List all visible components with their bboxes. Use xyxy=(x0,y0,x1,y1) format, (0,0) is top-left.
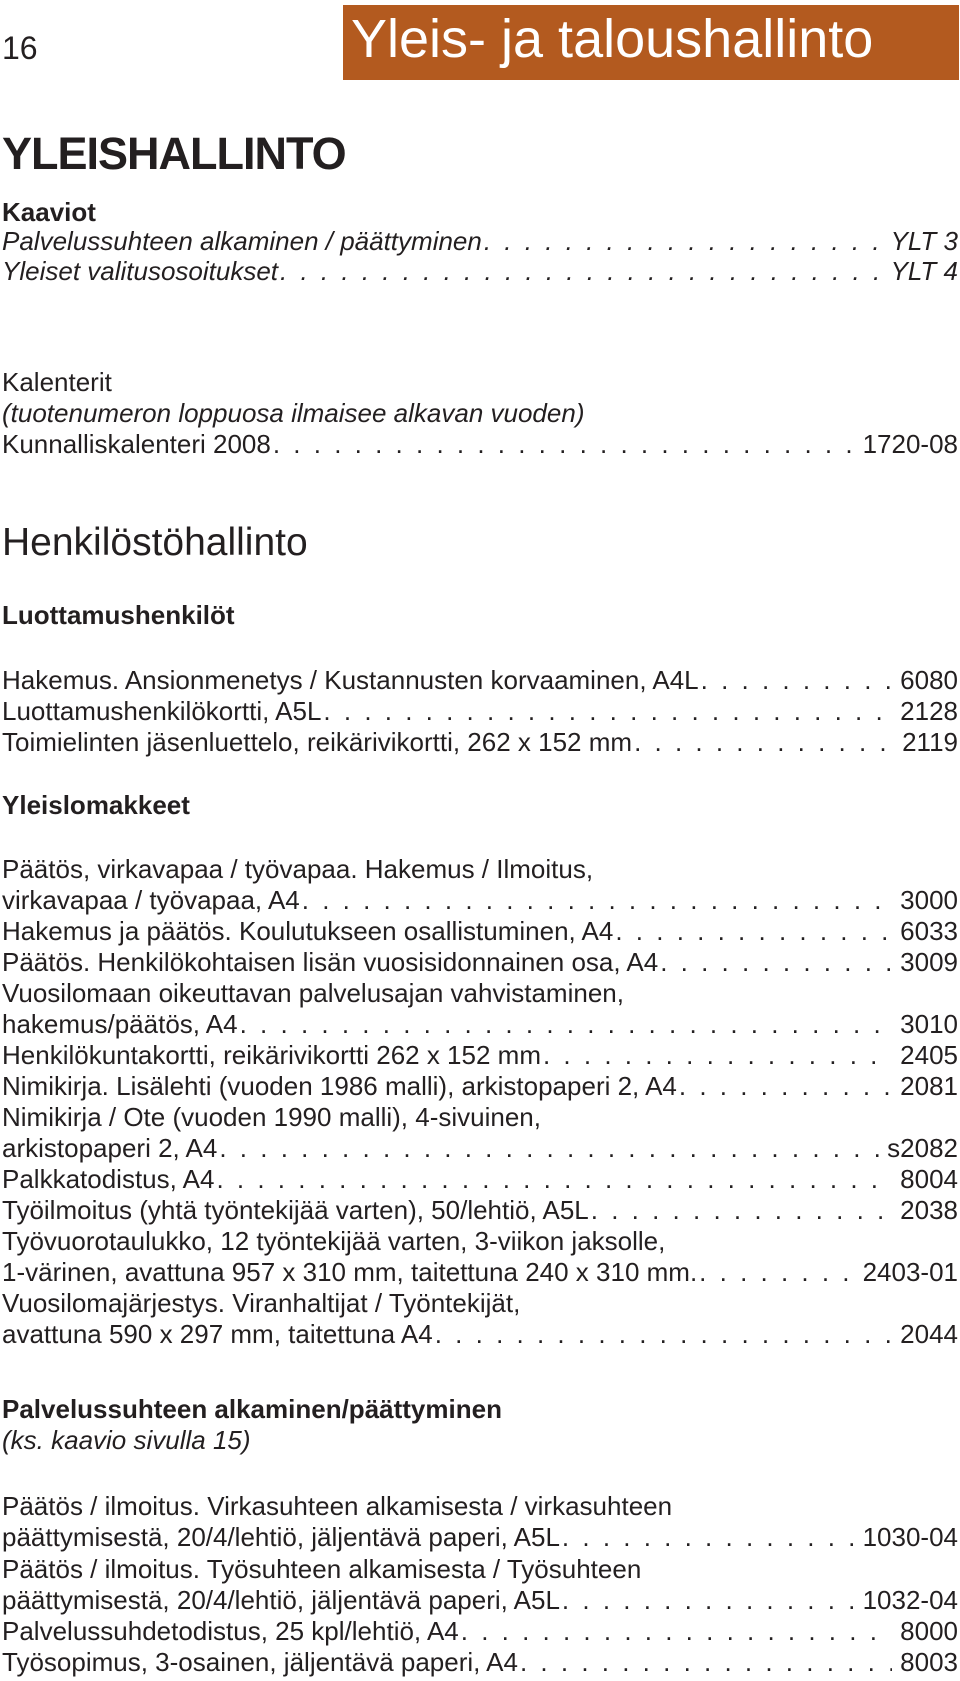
item-code: 8000 xyxy=(900,1616,958,1646)
chapter-banner xyxy=(343,5,959,80)
item-title: Hakemus. Ansionmenetys / Kustannusten korvaaminen, A4L xyxy=(2,665,699,695)
item-lead: Vuosilomajärjestys. Viranhaltijat / Työntekijät, xyxy=(2,1288,521,1318)
list-item xyxy=(2,884,958,916)
palvelussuhde-note: (ks. kaavio sivulla 15) xyxy=(2,1425,251,1455)
section-title-henkilosto: Henkilöstöhallinto xyxy=(2,521,308,564)
item-lead: Päätös / ilmoitus. Virkasuhteen alkamisesta / virkasuhteen xyxy=(2,1491,673,1521)
list-item xyxy=(2,1194,958,1226)
item-lead: Vuosilomaan oikeuttavan palvelusajan vahvistaminen, xyxy=(2,978,624,1008)
kalenterit-heading: Kalenterit xyxy=(2,367,112,397)
list-item xyxy=(2,915,958,947)
item-code: 3000 xyxy=(900,885,958,915)
list-item xyxy=(2,1070,958,1102)
item-code: 6080 xyxy=(900,665,958,695)
item-title: Toimielinten jäsenluettelo, reikärivikortti, 262 x 152 mm xyxy=(2,727,633,757)
item-code: 3010 xyxy=(900,1009,958,1039)
palvelussuhde-heading: Palvelussuhteen alkaminen/päättyminen xyxy=(2,1394,502,1424)
item-code: s2082 xyxy=(887,1133,958,1163)
item-title: Yleiset valitusosoitukset xyxy=(2,256,279,286)
kalenterit-note: (tuotenumeron loppuosa ilmaisee alkavan vuoden) xyxy=(2,398,585,428)
item-code: 8003 xyxy=(900,1647,958,1677)
item-code: 2038 xyxy=(900,1195,958,1225)
item-code: 2403-01 xyxy=(862,1257,958,1287)
item-title: Palvelussuhdetodistus, 25 kpl/lehtiö, A4 xyxy=(2,1616,459,1646)
list-item xyxy=(2,1584,958,1616)
item-code: YLT 4 xyxy=(890,256,958,286)
item-title: Palkkatodistus, A4 xyxy=(2,1164,215,1194)
item-title: Luottamushenkilökortti, A5L xyxy=(2,696,322,726)
page-number: 16 xyxy=(2,30,38,66)
item-title: 1-värinen, avattuna 957 x 310 mm, taitettuna 240 x 310 mm. xyxy=(2,1257,698,1287)
yleislomakkeet-heading: Yleislomakkeet xyxy=(2,790,190,820)
list-item xyxy=(2,695,958,727)
item-lead: Päätös, virkavapaa / työvapaa. Hakemus / Ilmoitus, xyxy=(2,854,594,884)
item-code: 1720-08 xyxy=(862,429,958,459)
item-title: hakemus/päätös, A4 xyxy=(2,1009,238,1039)
item-title: Hakemus ja päätös. Koulutukseen osallistuminen, A4 xyxy=(2,916,614,946)
item-title: arkistopaperi 2, A4 xyxy=(2,1133,218,1163)
kaaviot-heading: Kaaviot xyxy=(2,197,96,227)
item-title: Työilmoitus (yhtä työntekijää varten), 50/lehtiö, A5L xyxy=(2,1195,589,1225)
item-title: päättymisestä, 20/4/lehtiö, jäljentävä paperi, A5L xyxy=(2,1522,560,1552)
list-item xyxy=(2,1008,958,1040)
list-item xyxy=(2,1132,958,1164)
list-item xyxy=(2,1318,958,1350)
item-lead: Työvuorotaulukko, 12 työntekijää varten, 3-viikon jaksolle, xyxy=(2,1226,666,1256)
item-lead: Päätös / ilmoitus. Työsuhteen alkamisesta / Työsuhteen xyxy=(2,1554,642,1584)
list-item xyxy=(2,428,958,460)
section-title-yleishallinto: YLEISHALLINTO xyxy=(2,128,346,179)
list-item xyxy=(2,1163,958,1195)
item-title: avattuna 590 x 297 mm, taitettuna A4 xyxy=(2,1319,433,1349)
list-item xyxy=(2,1521,958,1553)
item-title: Palvelussuhteen alkaminen / päättyminen xyxy=(2,226,482,256)
item-title: Työsopimus, 3-osainen, jäljentävä paperi, A4 xyxy=(2,1647,518,1677)
item-code: 8004 xyxy=(900,1164,958,1194)
list-item xyxy=(2,1039,958,1071)
list-item xyxy=(2,1256,958,1288)
list-item xyxy=(2,664,958,696)
item-code: 1030-04 xyxy=(862,1522,958,1552)
item-code: 2081 xyxy=(900,1071,958,1101)
list-item xyxy=(2,1646,958,1678)
item-code: 6033 xyxy=(900,916,958,946)
item-code: YLT 3 xyxy=(890,226,958,256)
item-title: päättymisestä, 20/4/lehtiö, jäljentävä paperi, A5L xyxy=(2,1585,560,1615)
item-title: Päätös. Henkilökohtaisen lisän vuosisidonnainen osa, A4 xyxy=(2,947,659,977)
item-title: virkavapaa / työvapaa, A4 xyxy=(2,885,300,915)
list-item xyxy=(2,225,958,257)
luottamus-heading: Luottamushenkilöt xyxy=(2,600,235,630)
item-code: 3009 xyxy=(900,947,958,977)
list-item xyxy=(2,1615,958,1647)
item-code: 2044 xyxy=(900,1319,958,1349)
list-item xyxy=(2,946,958,978)
item-title: Nimikirja. Lisälehti (vuoden 1986 malli), arkistopaperi 2, A4 xyxy=(2,1071,677,1101)
item-code: 2405 xyxy=(900,1040,958,1070)
chapter-title: Yleis- ja taloushallinto xyxy=(351,9,874,69)
item-code: 1032-04 xyxy=(862,1585,958,1615)
item-title: Kunnalliskalenteri 2008 xyxy=(2,429,271,459)
item-lead: Nimikirja / Ote (vuoden 1990 malli), 4-sivuinen, xyxy=(2,1102,541,1132)
list-item xyxy=(2,255,958,287)
list-item xyxy=(2,726,958,758)
item-code: 2128 xyxy=(900,696,958,726)
item-code: 2119 xyxy=(902,727,958,757)
item-title: Henkilökuntakortti, reikärivikortti 262 x 152 mm xyxy=(2,1040,541,1070)
